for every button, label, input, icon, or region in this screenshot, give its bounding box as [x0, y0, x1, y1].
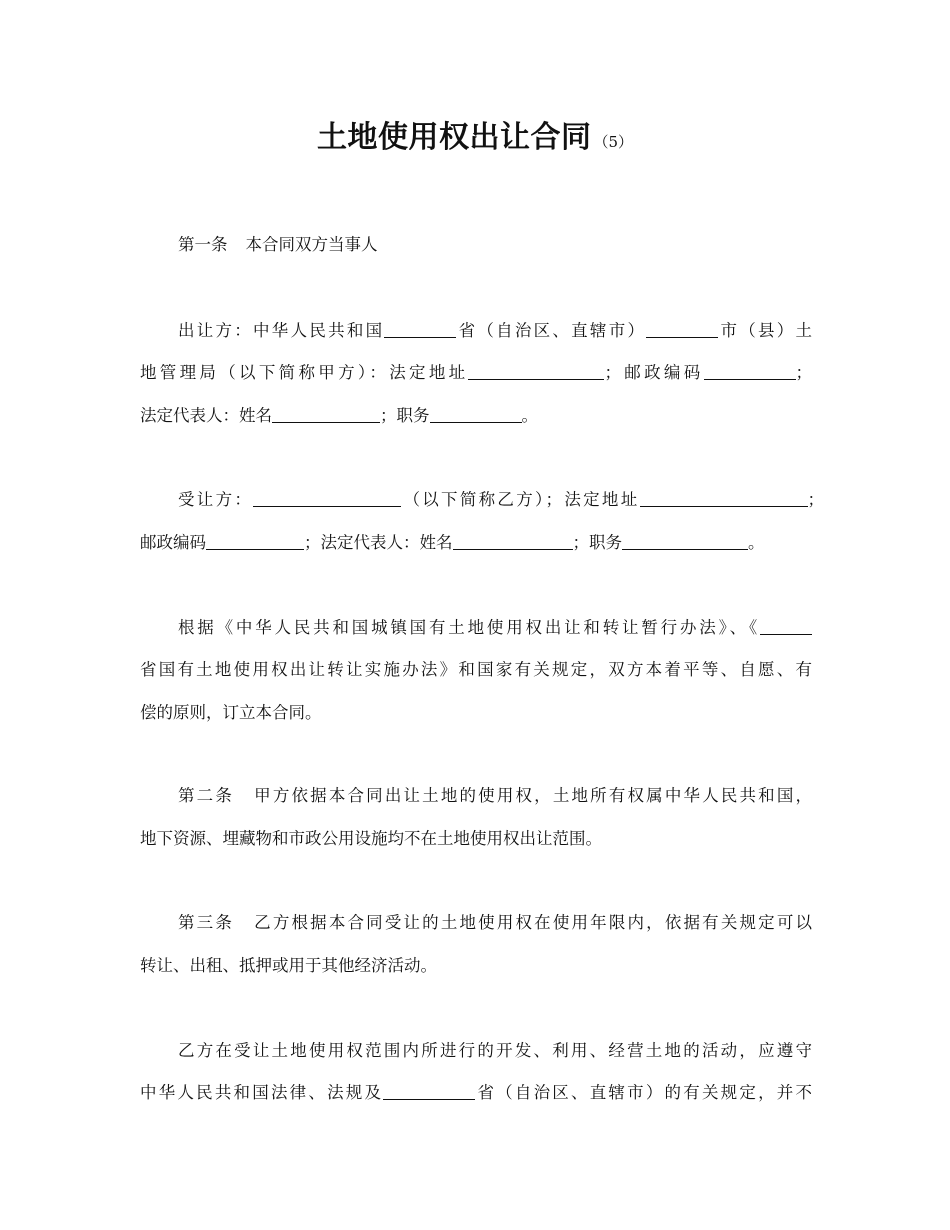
- grantor-line-1: [178, 320, 812, 342]
- article-3-line-2: 转让、出租、抵押或用于其他经济活动。: [140, 956, 437, 975]
- grantee-text: ；: [807, 490, 825, 509]
- grantee-text: 。: [748, 533, 765, 552]
- basis-line-1: [178, 617, 812, 639]
- grantor-text: 。: [521, 406, 538, 425]
- blank-field[interactable]: [640, 489, 808, 507]
- grantor-text: 地管理局（以下简称甲方）：法定地址: [140, 363, 469, 382]
- article-number: 第三条: [178, 913, 234, 932]
- article-number: 第一条: [178, 235, 228, 254]
- basis-text: 根据《中华人民共和国城镇国有土地使用权出让和转让暂行办法》、《: [178, 618, 760, 637]
- grantor-text: 省（自治区、直辖市）: [456, 321, 647, 340]
- article-number: 第二条: [178, 786, 234, 805]
- blank-field[interactable]: [646, 320, 718, 338]
- grantee-text: 邮政编码: [140, 533, 206, 552]
- article-3-line-1: [178, 912, 812, 934]
- blank-field[interactable]: [704, 362, 796, 380]
- article-text: 乙方根据本合同受让的土地使用权在使用年限内，依据有关规定可以: [252, 913, 812, 932]
- blank-field[interactable]: [622, 532, 748, 550]
- paragraph-text: 省（自治区、直辖市）的有关规定，并不: [475, 1083, 813, 1102]
- paragraph-line-1: 乙方在受让土地使用权范围内所进行的开发、利用、经营土地的活动，应遵守: [178, 1041, 812, 1060]
- title-main: 土地使用权出让合同: [316, 120, 592, 155]
- title-number: （5）: [593, 133, 634, 151]
- paragraph-line-2: [140, 1082, 812, 1104]
- basis-line-2: 省国有土地使用权出让转让实施办法》和国家有关规定，双方本着平等、自愿、有: [140, 660, 812, 679]
- blank-field[interactable]: [430, 405, 522, 423]
- grantee-text: 受让方：: [178, 490, 254, 509]
- article-text: 甲方依据本合同出让土地的使用权，土地所有权属中华人民共和国，: [252, 786, 812, 805]
- blank-field[interactable]: [760, 617, 812, 635]
- grantor-text: 法定代表人：姓名: [140, 406, 272, 425]
- grantor-text: 出让方：中华人民共和国: [178, 321, 385, 340]
- blank-field[interactable]: [383, 1082, 475, 1100]
- grantor-text: ；职务: [380, 406, 430, 425]
- grantee-text: （以下简称乙方）；法定地址: [401, 490, 640, 509]
- grantee-text: ；职务: [572, 533, 622, 552]
- grantee-text: ；法定代表人：姓名: [304, 533, 453, 552]
- blank-field[interactable]: [253, 489, 401, 507]
- article-2-line-2: 地下资源、埋藏物和市政公用设施均不在土地使用权出让范围。: [140, 829, 602, 848]
- blank-field[interactable]: [384, 320, 456, 338]
- article-text: 本合同双方当事人: [245, 235, 378, 254]
- grantor-text: ；: [795, 363, 813, 382]
- grantee-line-1: [178, 489, 824, 511]
- document-title: [0, 112, 950, 156]
- blank-field[interactable]: [468, 362, 604, 380]
- blank-field[interactable]: [453, 532, 573, 550]
- article-1-heading: [178, 234, 812, 256]
- blank-field[interactable]: [272, 405, 380, 423]
- paragraph-text: 中华人民共和国法律、法规及: [140, 1083, 384, 1102]
- grantor-text: 市（县）土: [718, 321, 813, 340]
- grantor-line-3: [140, 405, 812, 427]
- basis-line-3: 偿的原则，订立本合同。: [140, 703, 322, 722]
- grantor-line-2: [140, 362, 812, 384]
- grantee-line-2: [140, 532, 812, 554]
- article-2-line-1: [178, 785, 812, 807]
- grantor-text: ；邮政编码: [604, 363, 704, 382]
- blank-field[interactable]: [206, 532, 304, 550]
